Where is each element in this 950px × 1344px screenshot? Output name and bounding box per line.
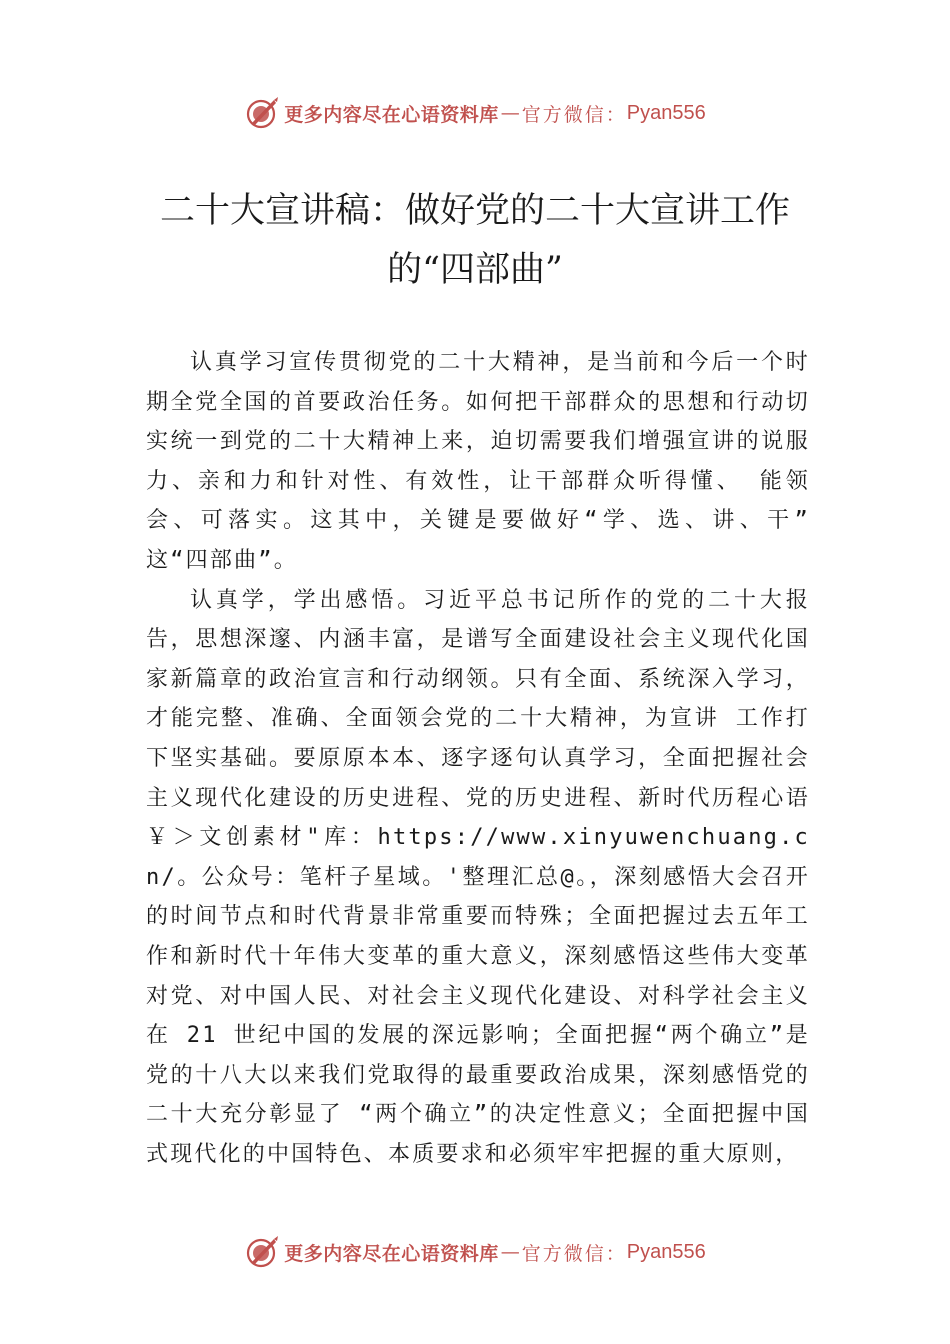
header-brand-text: 更多内容尽在心语资料库 [284,103,499,126]
document-title [120,182,830,300]
quill-seal-logo-icon [244,95,280,131]
header-banner [0,93,950,133]
title-line-1: 二十大宣讲稿：做好党的二十大宣讲工作 [159,191,790,231]
footer-dash: — [500,1241,520,1263]
footer-wechat-label: 官方微信： [521,1242,627,1265]
paragraph-intro: 认真学习宣传贯彻党的二十大精神，是当前和今后一个时期全党全国的首要政治任务。如何把干部群众的思想和行动切实统一到党的二十大精神上来，迫切需要我们增强宣讲的说服力、亲和力和针对性、有效性，让干部群众听得懂、 能领会、可落实。这其中，关键是要做好“学、选、讲、干” 这“四部曲”。 [146,350,810,573]
title-line-2: 的“四部曲” [387,250,563,290]
footer-brand-text: 更多内容尽在心语资料库 [284,1242,499,1265]
header-dash: — [500,102,520,124]
header-wechat-id: Pyan556 [626,101,706,124]
quill-seal-logo-icon [244,1234,280,1270]
document-body [146,343,810,1174]
header-wechat-label: 官方微信： [521,103,627,126]
footer-wechat-id: Pyan556 [626,1240,706,1263]
footer-banner [0,1232,950,1272]
paragraph-study: 认真学，学出感悟。习近平总书记所作的党的二十大报告，思想深邃、内涵丰富，是谱写全面建设社会主义现代化国家新篇章的政治宣言和行动纲领。只有全面、系统深入学习，才能完整、准确、全面领会党的二十大精神，为宣讲 工作打下坚实基础。要原原本本、逐字逐句认真学习，全面把握社会主义现代化建设的历史进程、党的历史进程、新时代历程心语￥＞文创素材"库：https://www.xinyuwenchuang.cn/。公众号：笔杆子星域。'整理汇总@。，深刻感悟大会召开的时间节点和时代背景非常重要而特殊；全面把握过去五年工作和新时代十年伟大变革的重大意义，深刻感悟这些伟大变革对党、对中国人民、对社会主义现代化建设、对科学社会主义在 21 世纪中国的发展的深远影响；全面把握“两个确立”是党的十八大以来我们党取得的最重要政治成果，深刻感悟党的二十大充分彰显了 “两个确立”的决定性意义；全面把握中国式现代化的中国特色、本质要求和必须牢牢把握的重大原则， [146,587,810,1167]
